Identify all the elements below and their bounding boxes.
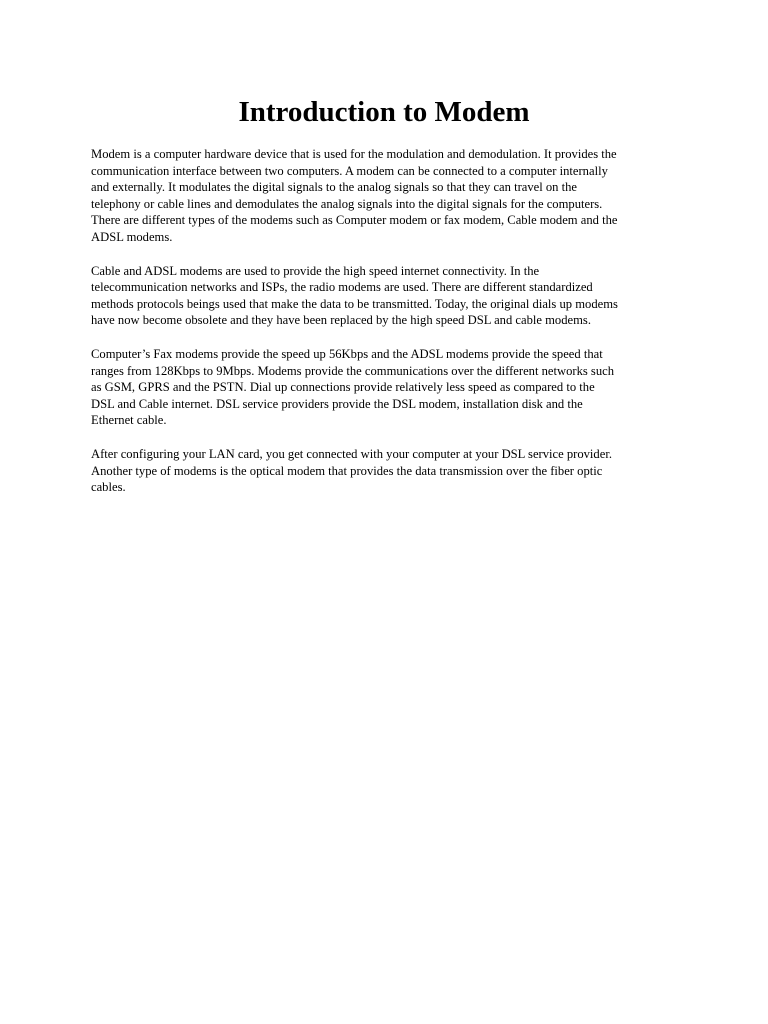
paragraph-speeds: Computer’s Fax modems provide the speed up 56Kbps and the ADSL modems provide the speed that ranges from 128Kbps to 9Mbps. Modems provide the communications over the different networks such as GSM, GPRS and the PSTN. Dial up connections provide relatively less speed as compared to the DSL and Cable internet. DSL service providers provide the DSL modem, installation disk and the Ethernet cable. (91, 346, 615, 428)
paragraph-intro: Modem is a computer hardware device that is used for the modulation and demodulation. It provides the communication interface between two computers. A modem can be connected to a computer internally and externally. It modulates the digital signals to the analog signals so that they can travel on the telephony or cable lines and demodulates the analog signals into the digital signals for the computers. There are different types of the modems such as Computer modem or fax modem, Cable modem and the ADSL modems. (91, 147, 618, 244)
paragraph-cable-adsl: Cable and ADSL modems are used to provide the high speed internet connectivity. In the telecommunication networks and ISPs, the radio modems are used. There are different standardized methods protocols beings used that make the data to be transmitted. Today, the original dials up modems have now become obsolete and they have been replaced by the high speed DSL and cable modems. (91, 263, 618, 328)
document-body (91, 146, 681, 513)
page-title: Introduction to Modem (238, 96, 530, 128)
paragraph-lan-optical: After configuring your LAN card, you get connected with your computer at your DSL service provider. Another type of modems is the optical modem that provides the data transmission over the fiber optic cables. (91, 446, 612, 495)
